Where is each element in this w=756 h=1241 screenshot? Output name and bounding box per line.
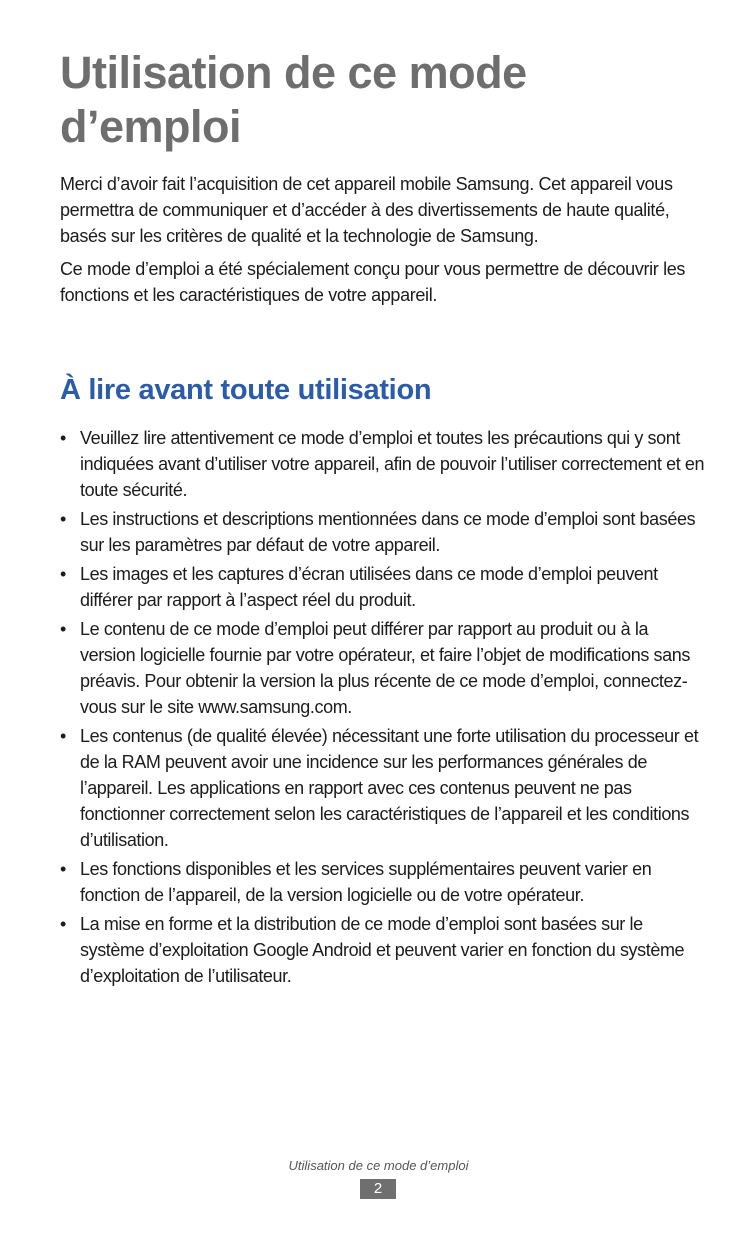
intro-paragraph: Ce mode d’emploi a été spécialement conçu pour vous permettre de découvrir les fonctions et les caractéristiques de votre appareil.	[60, 259, 686, 305]
bullet-icon: •	[60, 509, 66, 529]
page-footer	[0, 1158, 756, 1199]
list-item	[60, 561, 705, 613]
bullet-icon: •	[60, 914, 66, 934]
footer-title: Utilisation de ce mode d’emploi	[288, 1158, 469, 1173]
intro-paragraph: Merci d’avoir fait l’acquisition de cet appareil mobile Samsung. Cet appareil vous permettra de communiquer et d’accéder à des divertissements de haute qualité, basés sur les critères de qualité et la technologie de Samsung.	[60, 174, 673, 246]
list-item	[60, 425, 705, 503]
page-title: Utilisation de ce mode d’emploi	[60, 47, 527, 152]
bullet-icon: •	[60, 619, 66, 639]
list-item-text: Les instructions et descriptions mentionnées dans ce mode d’emploi sont basées sur les paramètres par défaut de votre appareil.	[80, 509, 696, 555]
bullet-icon: •	[60, 564, 66, 584]
list-item-text: Les fonctions disponibles et les services supplémentaires peuvent varier en fonction de l’appareil, de la version logicielle ou de votre opérateur.	[80, 859, 652, 905]
list-item-text: La mise en forme et la distribution de ce mode d’emploi sont basées sur le système d’exploitation Google Android et peuvent varier en fonction du système d’exploitation de l’utilisateur.	[80, 914, 685, 986]
list-item-text: Le contenu de ce mode d’emploi peut différer par rapport au produit ou à la version logicielle fournie par votre opérateur, et faire l’objet de modifications sans préavis. Pour obtenir la version la plus récente de ce mode d’emploi, connectez-vous sur le site www.samsung.com.	[80, 619, 690, 717]
list-item-text: Les contenus (de qualité élevée) nécessitant une forte utilisation du processeur et de la RAM peuvent avoir une incidence sur les performances générales de l’appareil. Les applications en rapport avec ces contenus peuvent ne pas fonctionner correctement selon les caractéristiques de l’appareil et les conditions d’utilisation.	[80, 726, 699, 850]
list-item	[60, 856, 705, 908]
bullet-icon: •	[60, 726, 66, 746]
list-item-text: Les images et les captures d’écran utilisées dans ce mode d’emploi peuvent différer par rapport à l’aspect réel du produit.	[80, 564, 658, 610]
intro-section	[60, 171, 705, 315]
list-item	[60, 723, 705, 853]
list-item	[60, 616, 705, 720]
precautions-list	[60, 425, 705, 992]
list-item	[60, 911, 705, 989]
list-item-text: Veuillez lire attentivement ce mode d’emploi et toutes les précautions qui y sont indiquées avant d’utiliser votre appareil, afin de pouvoir l’utiliser correctement et en toute sécurité.	[80, 428, 705, 500]
list-item	[60, 506, 705, 558]
page-number: 2	[360, 1179, 396, 1199]
section-heading: À lire avant toute utilisation	[60, 374, 432, 406]
bullet-icon: •	[60, 859, 66, 879]
bullet-icon: •	[60, 428, 66, 448]
